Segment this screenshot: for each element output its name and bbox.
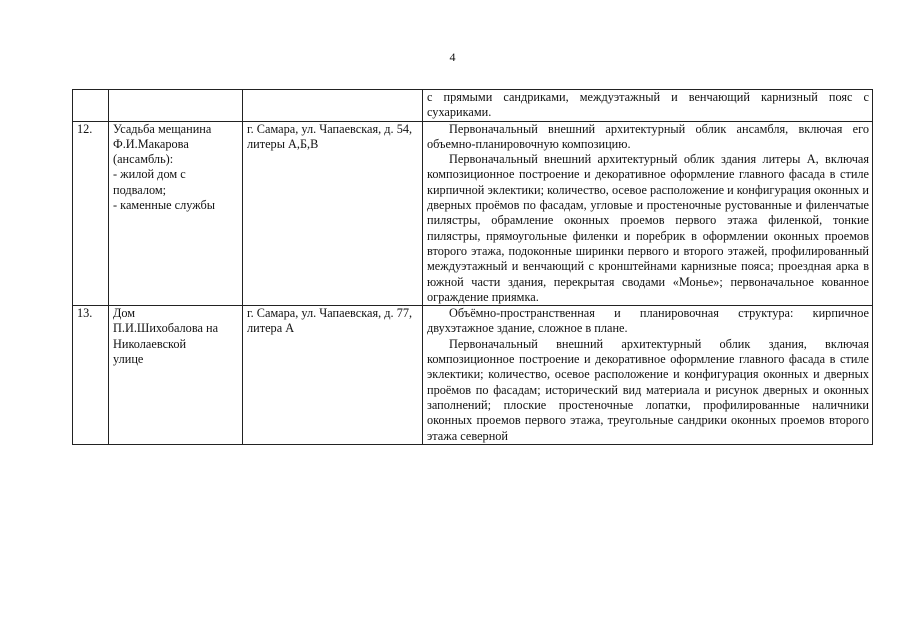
description-paragraph: с прямыми сандриками, междуэтажный и венчающий карнизный пояс с сухариками. — [427, 90, 869, 120]
row-number-cell: 13. — [73, 306, 109, 445]
object-name-line: П.И.Шихобалова на — [113, 321, 219, 336]
address-cell: г. Самара, ул. Чапаевская, д. 77, литера А — [243, 306, 423, 445]
description-paragraph: Первоначальный внешний архитектурный облик ансамбля, включая его объемно-планировочную композицию. — [427, 121, 869, 151]
description-paragraph: Первоначальный внешний архитектурный облик здания литеры А, включая композиционное построение и декоративное оформление главного фасада в стиле кирпичной эклектики; количество, осевое расположение и конфигурация оконных и дверных проёмов по фасадам, угловые и простеночные рустованные и филенчатые пилястры, обрамление оконных проемов первого этажа филенкой, тонкие пилястры, прямоугольные филенки и поребрик в оформлении оконных проемов второго этажа, подоконные ширинки первого и второго этажей, профилированный междуэтажный и венчающий с кронштейнами карнизные пояса; проездная арка в южной части здания, перекрытая сводами «Монье»; первоначальное кованное ограждение приямка. — [427, 152, 869, 304]
object-name-line: Усадьба мещанина — [113, 121, 212, 136]
table-row-12 — [73, 121, 873, 306]
object-name-line: - жилой дом с — [113, 167, 186, 182]
object-name-cell — [109, 90, 243, 122]
object-name-line: (ансамбль): — [113, 152, 174, 167]
address-cell: г. Самара, ул. Чапаевская, д. 54, литеры А,Б,В — [243, 121, 423, 306]
table-row-continuation — [73, 90, 873, 122]
object-name-line: Ф.И.Макарова — [113, 136, 189, 151]
description-cell — [423, 90, 873, 122]
object-name-line: - каменные службы — [113, 198, 216, 213]
description-paragraph: Объёмно-пространственная и планировочная структура: кирпичное двухэтажное здание, сложное в плане. — [427, 306, 869, 336]
address-cell — [243, 90, 423, 122]
description-paragraph: Первоначальный внешний архитектурный облик здания, включая композиционное построение и декоративное оформление главного фасада в стиле эклектики; количество, осевое расположение и конфигурация оконных и дверных проёмов по фасадам; исторический вид материала и рисунок дверных и оконных заполнений; плоские простеночные лопатки, профилированные наличники оконных проемов первого этажа, треугольные сандрики оконных проемов второго этажа северной — [427, 336, 869, 443]
object-name-line: Николаевской — [113, 336, 187, 351]
row-number-cell — [73, 90, 109, 122]
page-number: 4 — [449, 50, 456, 64]
object-name-line: улице — [113, 352, 144, 367]
object-name-line: подвалом; — [113, 182, 167, 197]
description-cell — [423, 306, 873, 445]
heritage-objects-table — [72, 89, 873, 445]
table-row-13 — [73, 306, 873, 445]
object-name-cell — [109, 306, 243, 445]
object-name-line: Дом — [113, 306, 136, 321]
description-cell — [423, 121, 873, 306]
row-number-cell: 12. — [73, 121, 109, 306]
object-name-cell — [109, 121, 243, 306]
